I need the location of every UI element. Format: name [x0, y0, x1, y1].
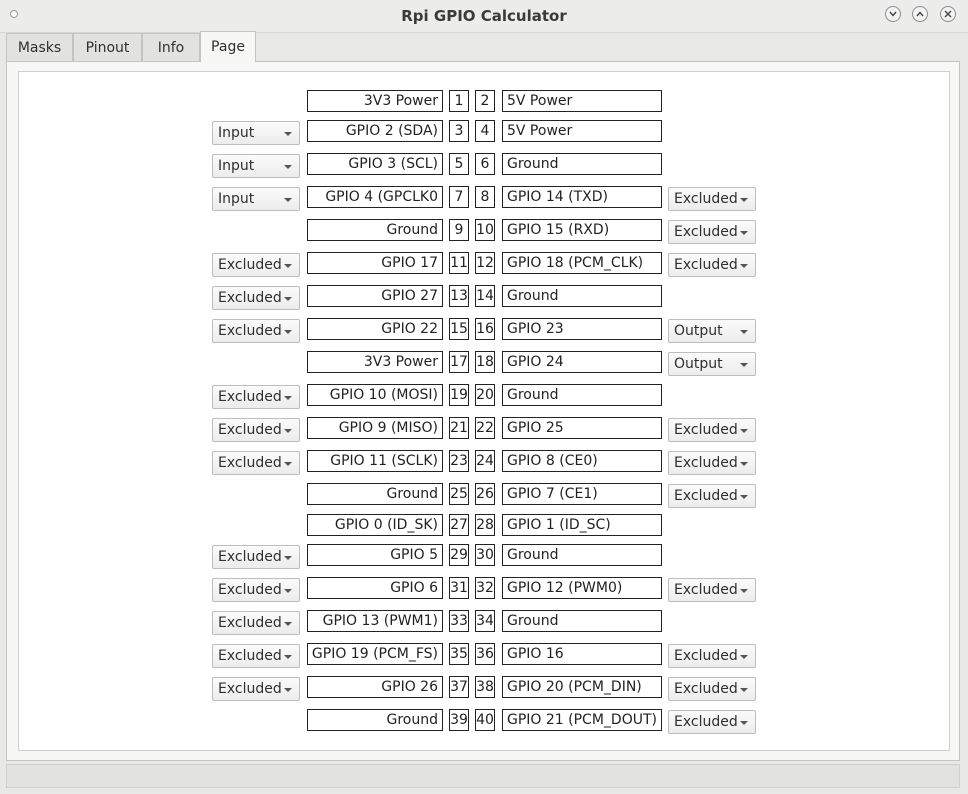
chevron-down-icon [284, 264, 292, 268]
dropdown-value: Excluded [674, 582, 738, 598]
right-mode-dropdown[interactable] [668, 319, 756, 343]
left-pin-number: 5 [449, 153, 469, 175]
tab-page[interactable]: Page [200, 31, 256, 62]
dropdown-value: Excluded [674, 224, 738, 240]
left-pin-name: GPIO 6 [307, 577, 443, 599]
right-mode-dropdown[interactable] [668, 253, 756, 277]
right-pin-name: GPIO 1 (ID_SC) [502, 514, 662, 536]
left-pin-number: 15 [449, 318, 469, 340]
pin-row [0, 285, 968, 309]
left-pin-number: 3 [449, 120, 469, 142]
right-pin-number: 22 [475, 417, 495, 439]
right-pin-number: 10 [475, 219, 495, 241]
dropdown-value: Excluded [218, 323, 282, 339]
right-pin-number: 18 [475, 351, 495, 373]
right-pin-number: 40 [475, 709, 495, 731]
close-icon [944, 10, 952, 18]
dropdown-value: Input [218, 158, 255, 174]
chevron-down-icon [740, 330, 748, 334]
chevron-down-icon [284, 622, 292, 626]
chevron-down-icon [284, 688, 292, 692]
chevron-down-icon [284, 556, 292, 560]
right-mode-dropdown[interactable] [668, 644, 756, 668]
pin-row [0, 318, 968, 342]
left-mode-dropdown[interactable] [212, 677, 300, 701]
tab-info[interactable]: Info [142, 33, 200, 61]
right-pin-number: 6 [475, 153, 495, 175]
right-pin-name: Ground [502, 153, 662, 175]
right-mode-dropdown[interactable] [668, 484, 756, 508]
dropdown-value: Excluded [674, 422, 738, 438]
dropdown-value: Excluded [218, 582, 282, 598]
right-pin-number: 12 [475, 252, 495, 274]
pin-row [0, 90, 968, 114]
right-pin-number: 2 [475, 90, 495, 112]
chevron-down-icon [740, 655, 748, 659]
right-pin-number: 26 [475, 483, 495, 505]
left-pin-number: 27 [449, 514, 469, 536]
chevron-down-icon [284, 655, 292, 659]
chevron-down-icon [740, 198, 748, 202]
right-pin-number: 4 [475, 120, 495, 142]
dropdown-value: Excluded [674, 714, 738, 730]
pin-row [0, 351, 968, 375]
left-pin-number: 19 [449, 384, 469, 406]
left-pin-name: 3V3 Power [307, 90, 443, 112]
pin-row [0, 514, 968, 538]
right-pin-number: 20 [475, 384, 495, 406]
right-mode-dropdown[interactable] [668, 451, 756, 475]
pin-row [0, 676, 968, 700]
tab-pinout[interactable]: Pinout [73, 33, 142, 61]
left-pin-name: GPIO 17 [307, 252, 443, 274]
left-mode-dropdown[interactable] [212, 644, 300, 668]
chevron-down-icon [740, 589, 748, 593]
pin-row [0, 252, 968, 276]
left-pin-name: Ground [307, 219, 443, 241]
right-pin-name: GPIO 20 (PCM_DIN) [502, 676, 662, 698]
left-pin-number: 31 [449, 577, 469, 599]
left-pin-name: Ground [307, 483, 443, 505]
right-pin-name: GPIO 25 [502, 417, 662, 439]
right-pin-name: Ground [502, 384, 662, 406]
right-pin-name: GPIO 7 (CE1) [502, 483, 662, 505]
dropdown-value: Input [218, 191, 255, 207]
left-pin-number: 29 [449, 544, 469, 566]
right-pin-name: GPIO 23 [502, 318, 662, 340]
dropdown-value: Excluded [218, 455, 282, 471]
right-pin-number: 8 [475, 186, 495, 208]
dropdown-value: Excluded [218, 681, 282, 697]
left-pin-name: GPIO 19 (PCM_FS) [307, 643, 443, 665]
chevron-up-icon [916, 11, 924, 17]
right-pin-name: GPIO 12 (PWM0) [502, 577, 662, 599]
tab-masks[interactable]: Masks [6, 33, 73, 61]
right-pin-name: GPIO 16 [502, 643, 662, 665]
pin-row [0, 186, 968, 210]
chevron-down-icon [284, 330, 292, 334]
pin-row [0, 219, 968, 243]
right-pin-name: GPIO 18 (PCM_CLK) [502, 252, 662, 274]
dropdown-value: Excluded [218, 389, 282, 405]
dropdown-value: Input [218, 125, 255, 141]
dropdown-value: Excluded [674, 191, 738, 207]
chevron-down-icon [284, 462, 292, 466]
right-pin-number: 30 [475, 544, 495, 566]
right-pin-name: 5V Power [502, 120, 662, 142]
left-pin-name: Ground [307, 709, 443, 731]
right-pin-name: GPIO 24 [502, 351, 662, 373]
left-pin-number: 17 [449, 351, 469, 373]
right-pin-name: 5V Power [502, 90, 662, 112]
left-mode-dropdown[interactable] [212, 578, 300, 602]
left-pin-number: 7 [449, 186, 469, 208]
right-pin-name: Ground [502, 610, 662, 632]
chevron-down-icon [284, 198, 292, 202]
left-pin-number: 21 [449, 417, 469, 439]
right-mode-dropdown[interactable] [668, 578, 756, 602]
right-pin-number: 32 [475, 577, 495, 599]
dropdown-value: Excluded [218, 290, 282, 306]
right-mode-dropdown[interactable] [668, 710, 756, 734]
left-pin-name: GPIO 13 (PWM1) [307, 610, 443, 632]
chevron-down-icon [740, 363, 748, 367]
chevron-down-icon [740, 688, 748, 692]
chevron-down-icon [740, 429, 748, 433]
left-pin-name: GPIO 11 (SCLK) [307, 450, 443, 472]
close-button[interactable] [940, 6, 956, 22]
left-pin-name: GPIO 26 [307, 676, 443, 698]
left-mode-dropdown[interactable] [212, 611, 300, 635]
pin-row [0, 610, 968, 634]
pin-row [0, 120, 968, 144]
left-pin-name: GPIO 4 (GPCLK0 [307, 186, 443, 208]
left-pin-number: 33 [449, 610, 469, 632]
right-pin-number: 38 [475, 676, 495, 698]
right-pin-name: Ground [502, 285, 662, 307]
right-pin-number: 34 [475, 610, 495, 632]
right-pin-name: GPIO 8 (CE0) [502, 450, 662, 472]
left-pin-number: 37 [449, 676, 469, 698]
dropdown-value: Excluded [218, 257, 282, 273]
left-pin-number: 25 [449, 483, 469, 505]
chevron-down-icon [284, 165, 292, 169]
pin-row [0, 417, 968, 441]
dropdown-value: Excluded [674, 257, 738, 273]
left-pin-name: GPIO 9 (MISO) [307, 417, 443, 439]
chevron-down-icon [740, 721, 748, 725]
dropdown-value: Excluded [218, 648, 282, 664]
left-pin-number: 39 [449, 709, 469, 731]
left-mode-dropdown[interactable] [212, 545, 300, 569]
left-mode-dropdown[interactable] [212, 451, 300, 475]
dropdown-value: Excluded [674, 488, 738, 504]
dropdown-value: Excluded [218, 615, 282, 631]
chevron-down-icon [740, 231, 748, 235]
left-pin-name: GPIO 3 (SCL) [307, 153, 443, 175]
pin-row [0, 153, 968, 177]
left-mode-dropdown[interactable] [212, 187, 300, 211]
left-pin-name: GPIO 27 [307, 285, 443, 307]
left-pin-number: 9 [449, 219, 469, 241]
status-bar [6, 764, 960, 788]
right-pin-number: 14 [475, 285, 495, 307]
chevron-down-icon [889, 11, 897, 17]
left-pin-name: GPIO 22 [307, 318, 443, 340]
left-mode-dropdown[interactable] [212, 385, 300, 409]
chevron-down-icon [740, 264, 748, 268]
left-mode-dropdown[interactable] [212, 286, 300, 310]
chevron-down-icon [284, 132, 292, 136]
left-pin-number: 35 [449, 643, 469, 665]
chevron-down-icon [740, 495, 748, 499]
right-pin-number: 16 [475, 318, 495, 340]
window-title: Rpi GPIO Calculator [401, 7, 567, 25]
left-pin-name: GPIO 5 [307, 544, 443, 566]
right-pin-name: GPIO 15 (RXD) [502, 219, 662, 241]
left-pin-name: GPIO 2 (SDA) [307, 120, 443, 142]
maximize-button[interactable] [912, 6, 928, 22]
pin-row [0, 450, 968, 474]
left-pin-number: 23 [449, 450, 469, 472]
right-mode-dropdown[interactable] [668, 418, 756, 442]
title-bar [0, 0, 968, 33]
right-mode-dropdown[interactable] [668, 352, 756, 376]
chevron-down-icon [284, 297, 292, 301]
chevron-down-icon [284, 589, 292, 593]
left-pin-number: 13 [449, 285, 469, 307]
right-mode-dropdown[interactable] [668, 187, 756, 211]
pin-row [0, 483, 968, 507]
dropdown-value: Excluded [674, 681, 738, 697]
left-pin-name: GPIO 10 (MOSI) [307, 384, 443, 406]
left-mode-dropdown[interactable] [212, 418, 300, 442]
dropdown-value: Output [674, 356, 723, 372]
right-pin-number: 36 [475, 643, 495, 665]
chevron-down-icon [284, 429, 292, 433]
left-pin-number: 11 [449, 252, 469, 274]
chevron-down-icon [740, 462, 748, 466]
dropdown-value: Excluded [218, 422, 282, 438]
chevron-down-icon [284, 396, 292, 400]
right-mode-dropdown[interactable] [668, 220, 756, 244]
minimize-button[interactable] [885, 6, 901, 22]
dropdown-value: Excluded [218, 549, 282, 565]
right-pin-number: 24 [475, 450, 495, 472]
left-mode-dropdown[interactable] [212, 121, 300, 145]
left-mode-dropdown[interactable] [212, 253, 300, 277]
right-pin-name: GPIO 21 (PCM_DOUT) [502, 709, 662, 731]
right-pin-name: Ground [502, 544, 662, 566]
pin-row [0, 384, 968, 408]
left-pin-name: GPIO 0 (ID_SK) [307, 514, 443, 536]
right-pin-name: GPIO 14 (TXD) [502, 186, 662, 208]
pin-row [0, 544, 968, 568]
dropdown-value: Output [674, 323, 723, 339]
pin-row [0, 577, 968, 601]
right-pin-number: 28 [475, 514, 495, 536]
right-mode-dropdown[interactable] [668, 677, 756, 701]
left-mode-dropdown[interactable] [212, 319, 300, 343]
pin-row [0, 643, 968, 667]
left-pin-number: 1 [449, 90, 469, 112]
dropdown-value: Excluded [674, 648, 738, 664]
left-mode-dropdown[interactable] [212, 154, 300, 178]
pin-row [0, 709, 968, 733]
dropdown-value: Excluded [674, 455, 738, 471]
left-pin-name: 3V3 Power [307, 351, 443, 373]
